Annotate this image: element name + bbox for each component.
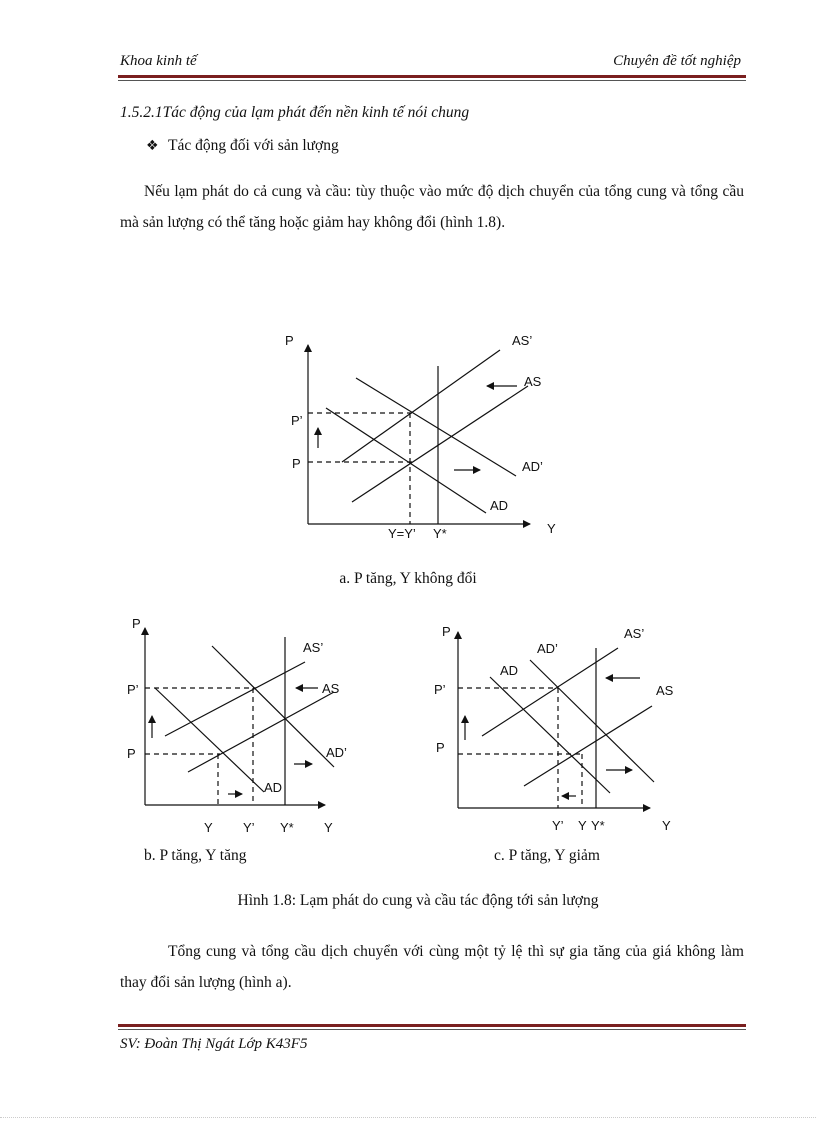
header-right: Chuyên đề tốt nghiệp [613, 53, 741, 69]
graph-a-label: Y* [433, 526, 447, 541]
graph-c-label: AS [656, 683, 674, 698]
graph-b-as [188, 692, 334, 772]
graph-b-label: AD’ [326, 745, 347, 760]
graph-a-label: AD’ [522, 459, 543, 474]
paragraph-2: Tổng cung và tổng cầu dịch chuyển với cùng một tỷ lệ thì sự gia tăng của giá không làm thay đổi sản lượng (hình a). [120, 943, 744, 991]
graph-a-label: AS [524, 374, 542, 389]
graph-a-ad [326, 408, 486, 513]
header-left: Khoa kinh tế [120, 53, 197, 69]
graph-c-as [524, 706, 652, 786]
graph-b-as-prime [165, 662, 305, 736]
graph-b-label: P’ [127, 682, 139, 697]
graph-a-label: P [285, 333, 294, 348]
graph-c-labels [434, 624, 674, 833]
graph-c-as-prime [482, 648, 618, 736]
graph-b-label: Y [324, 820, 333, 835]
caption-c: c. P tăng, Y giảm [494, 847, 600, 864]
footer-rule [118, 1024, 746, 1027]
graph-c-label: AD [500, 663, 519, 678]
graph-b-label: Y* [280, 820, 294, 835]
caption-b: b. P tăng, Y tăng [144, 847, 247, 864]
graph-b-ad [155, 688, 264, 792]
footer-rule-thin [118, 1029, 746, 1030]
graph-c-guides [458, 688, 584, 808]
caption-a: a. P tăng, Y không đổi [339, 570, 477, 587]
graph-b-labels [127, 616, 347, 835]
graph-b-label: AD [264, 780, 283, 795]
graph-a-label: Y=Y’ [388, 526, 416, 541]
diamond-bullet-icon: ❖ [146, 138, 159, 154]
graph-b-label: AS’ [303, 640, 324, 655]
graph-b-label: P [132, 616, 141, 631]
graph-c-label: P [442, 624, 451, 639]
graph-a-labels [285, 333, 556, 541]
graph-c-label: Y [662, 818, 671, 833]
graph-c-label: Y [578, 818, 587, 833]
graph-c-label: AS’ [624, 626, 645, 641]
figure-title: Hình 1.8: Lạm phát do cung và cầu tác động tới sản lượng [237, 892, 599, 909]
graph-b-label: AS [322, 681, 340, 696]
graph-c-label: Y* [591, 818, 605, 833]
graph-b-label: P [127, 746, 136, 761]
graph-a-label: AS’ [512, 333, 533, 348]
graph-a-ad-prime [356, 378, 516, 476]
graph-b-label: Y’ [243, 820, 255, 835]
graph-c-label: P [436, 740, 445, 755]
graph-a-label: Y [547, 521, 556, 536]
graph-a-as-prime [342, 350, 500, 462]
page-edge [0, 1117, 816, 1118]
graph-a-label: P [292, 456, 301, 471]
graph-c-label: AD’ [537, 641, 558, 656]
bullet-text: Tác động đối với sản lượng [168, 137, 339, 154]
graph-a-label: P’ [291, 413, 303, 428]
graph-c-ad [490, 677, 610, 793]
graph-c-label: P’ [434, 682, 446, 697]
graph-b-guides [145, 688, 256, 805]
graph-a-as [352, 386, 528, 502]
graph-c [458, 632, 654, 808]
footer-text: SV: Đoàn Thị Ngát Lớp K43F5 [120, 1036, 308, 1052]
graph-b-label: Y [204, 820, 213, 835]
section-heading: 1.5.2.1Tác động của lạm phát đến nền kinh tế nói chung [120, 104, 470, 121]
graph-c-label: Y’ [552, 818, 564, 833]
graph-a-label: AD [490, 498, 509, 513]
paragraph-1: Nếu lạm phát do cả cung và cầu: tùy thuộc vào mức độ dịch chuyển của tổng cung và tổng cầu mà sản lượng có thể tăng hoặc giảm hay không đổi (hình 1.8). [120, 183, 744, 231]
